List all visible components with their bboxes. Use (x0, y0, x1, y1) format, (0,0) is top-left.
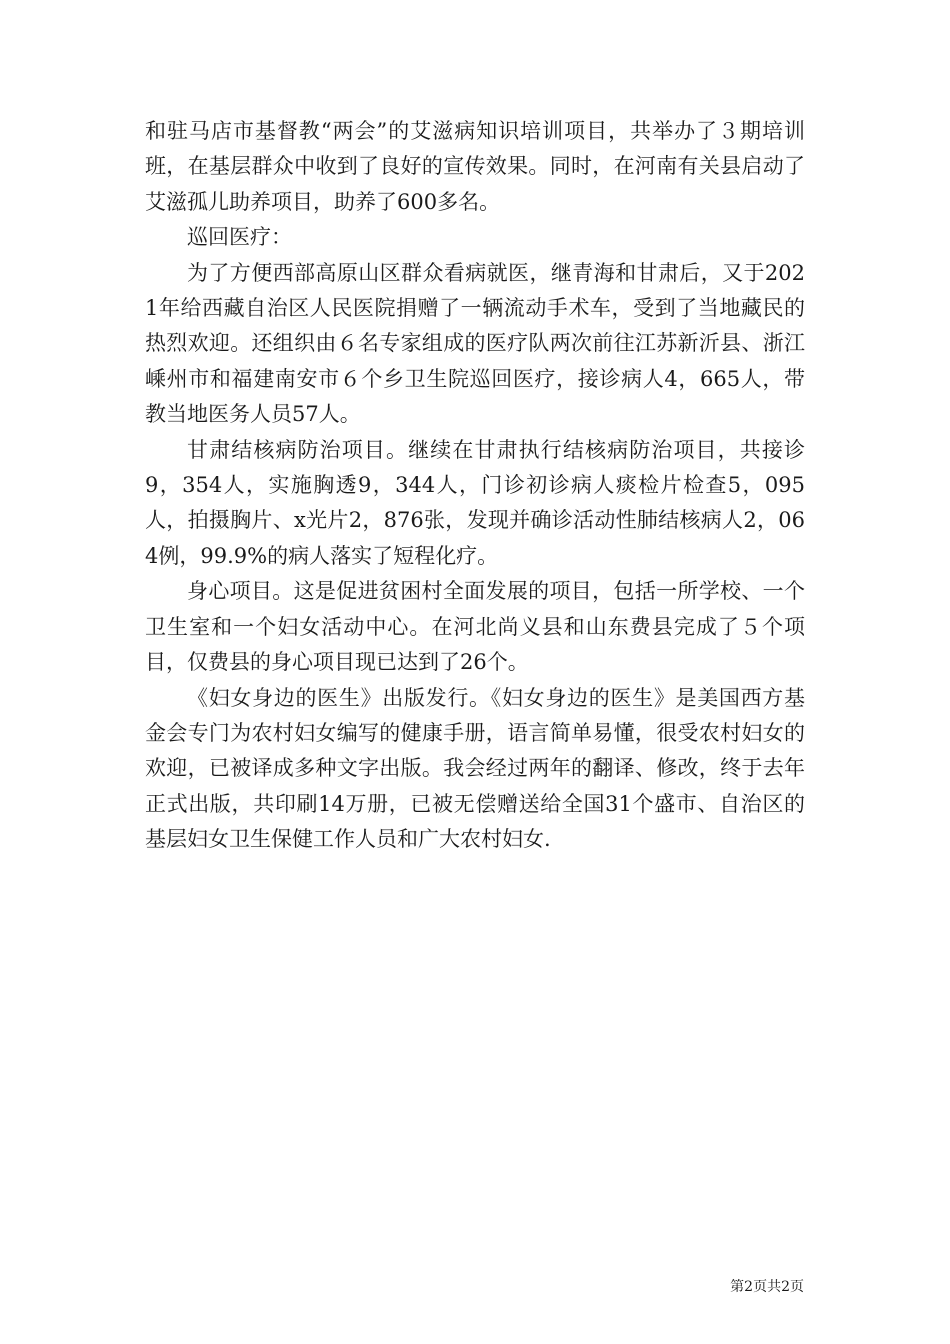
paragraph-book-publication: 《妇女身边的医生》出版发行。《妇女身边的医生》是美国西方基金会专门为农村妇女编写的健康手册，语言简单易懂，很受农村妇女的欢迎，已被译成多种文字出版。我会经过两年的翻译、修改，终于去年正式出版，共印刷14万册，已被无偿赠送给全国31个盛市、自治区的基层妇女卫生保健工作人员和广大农村妇女. (145, 685, 805, 852)
page-number: 第2页共2页 (730, 1279, 804, 1295)
paragraph-body-mind-project: 身心项目。这是促进贫困村全面发展的项目，包括一所学校、一个卫生室和一个妇女活动中心。在河北尚义县和山东费县完成了５个项目，仅费县的身心项目现已达到了26个。 (145, 579, 805, 675)
paragraph-aids-training: 和驻马店市基督教“两会”的艾滋病知识培训项目，共举办了３期培训班，在基层群众中收到了良好的宣传效果。同时，在河南有关县启动了艾滋孤儿助养项目，助养了600多名。 (145, 119, 805, 214)
paragraph-tuberculosis-project: 甘肃结核病防治项目。继续在甘肃执行结核病防治项目，共接诊9，354人，实施胸透9，344人，门诊初诊病人痰检片检查5，095人，拍摄胸片、x光片2，876张，发现并确诊活动性肺结核病人2，064例，99.9%的病人落实了短程化疗。 (145, 437, 805, 568)
heading-mobile-medical: 巡回医疗： (187, 225, 292, 250)
document-body (145, 114, 805, 858)
paragraph-mobile-medical: 为了方便西部高原山区群众看病就医，继青海和甘肃后，又于2021年给西藏自治区人民医院捐赠了一辆流动手术车，受到了当地藏民的热烈欢迎。还组织由６名专家组成的医疗队两次前往江苏新沂县、浙江嵊州市和福建南安市６个乡卫生院巡回医疗，接诊病人4，665人，带教当地医务人员57人。 (145, 260, 805, 427)
